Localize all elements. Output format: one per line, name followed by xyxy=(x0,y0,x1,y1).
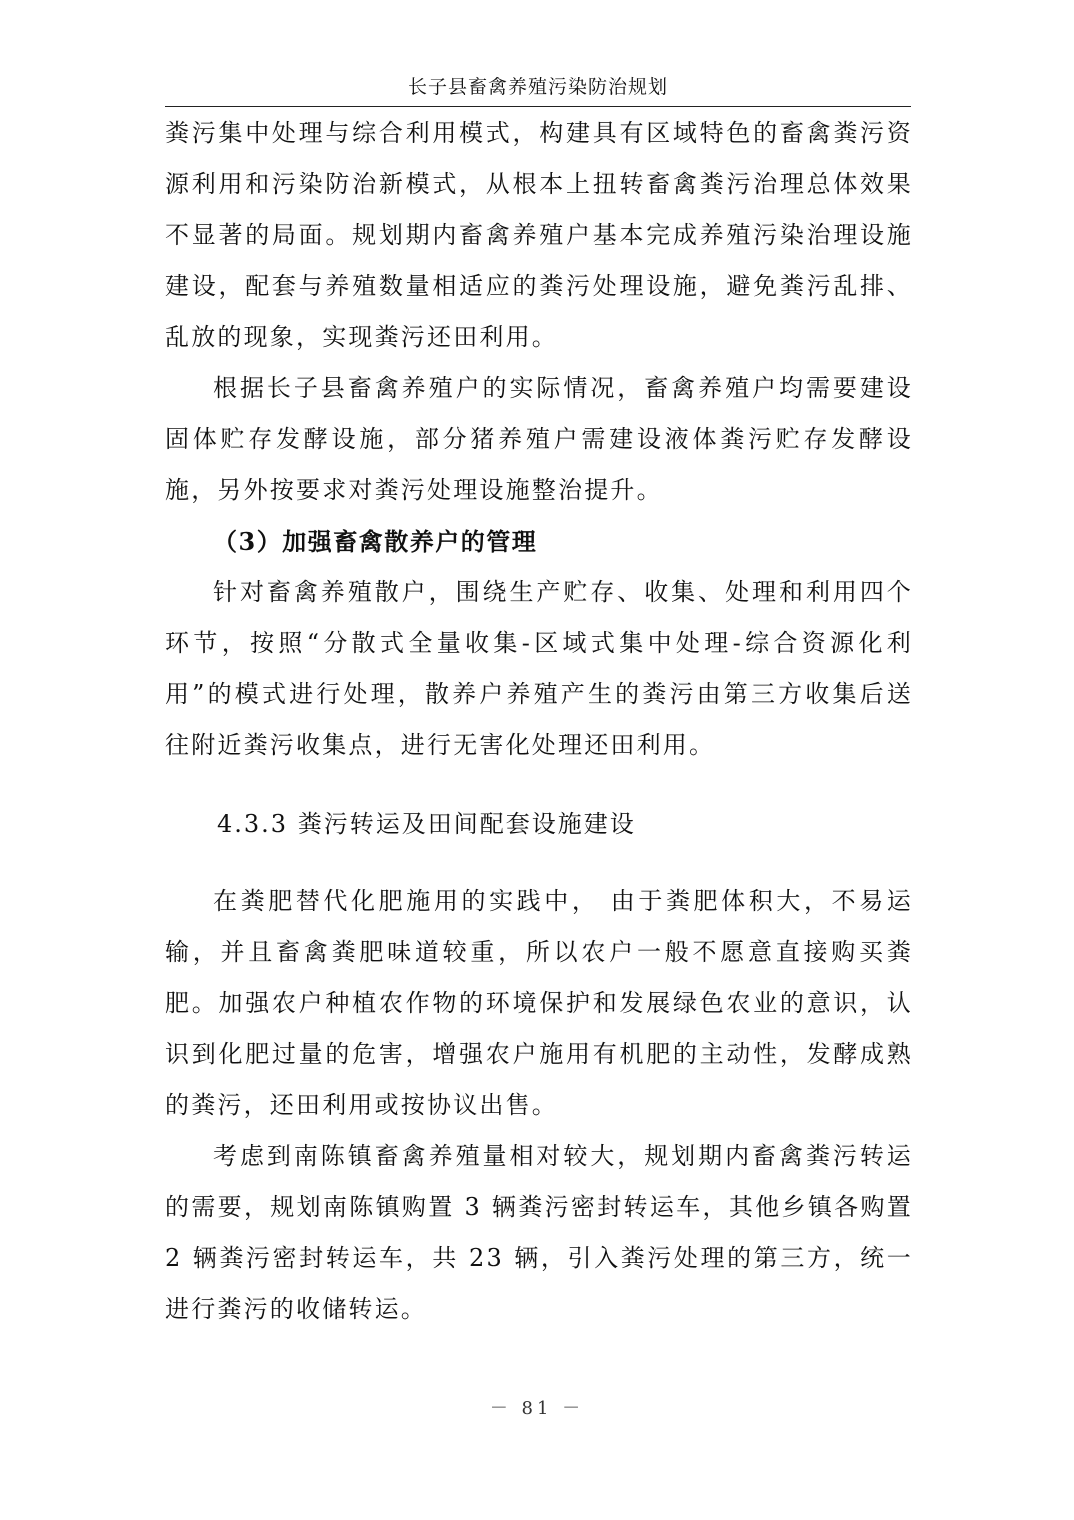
paragraph-transport-vehicles: 考虑到南陈镇畜禽养殖量相对较大，规划期内畜禽粪污转运的需要，规划南陈镇购置 3 辆粪污密封转运车，其他乡镇各购置 2 辆粪污密封转运车，共 23 辆，引入粪污处理的第三方，统一进行粪污的收储转运。 xyxy=(165,1142,913,1323)
document-title: 长子县畜禽养殖污染防治规划 xyxy=(407,76,668,98)
paragraph-scattered-farmers: 针对畜禽养殖散户，围绕生产贮存、收集、处理和利用四个环节，按照“分散式全量收集-区域式集中处理-综合资源化利用”的模式进行处理，散养户养殖产生的粪污由第三方收集后送往附近粪污收集点，进行无害化处理还田利用。 xyxy=(165,578,913,759)
heading-scattered-farmers: （3）加强畜禽散养户的管理 xyxy=(213,527,538,556)
paragraph-facilities: 根据长子县畜禽养殖户的实际情况，畜禽养殖户均需要建设固体贮存发酵设施，部分猪养殖户需建设液体粪污贮存发酵设施，另外按要求对粪污处理设施整治提升。 xyxy=(165,374,913,504)
page-header xyxy=(165,68,911,107)
paragraph-continued: 粪污集中处理与综合利用模式，构建具有区域特色的畜禽粪污资源利用和污染防治新模式，从根本上扭转畜禽粪污治理总体效果不显著的局面。规划期内畜禽养殖户基本完成养殖污染治理设施建设，配套与养殖数量相适应的粪污处理设施，避免粪污乱排、乱放的现象，实现粪污还田利用。 xyxy=(165,119,913,351)
paragraph-manure-fertilizer: 在粪肥替代化肥施用的实践中， 由于粪肥体积大，不易运输，并且畜禽粪肥味道较重，所以农户一般不愿意直接购买粪肥。加强农户种植农作物的环境保护和发展绿色农业的意识，认识到化肥过量的危害，增强农户施用有机肥的主动性，发酵成熟的粪污，还田利用或按协议出售。 xyxy=(165,887,913,1119)
section-heading-4-3-3: 4.3.3 粪污转运及田间配套设施建设 xyxy=(217,810,636,838)
page-number: － 81 － xyxy=(489,1398,585,1419)
page-content xyxy=(165,108,913,1335)
